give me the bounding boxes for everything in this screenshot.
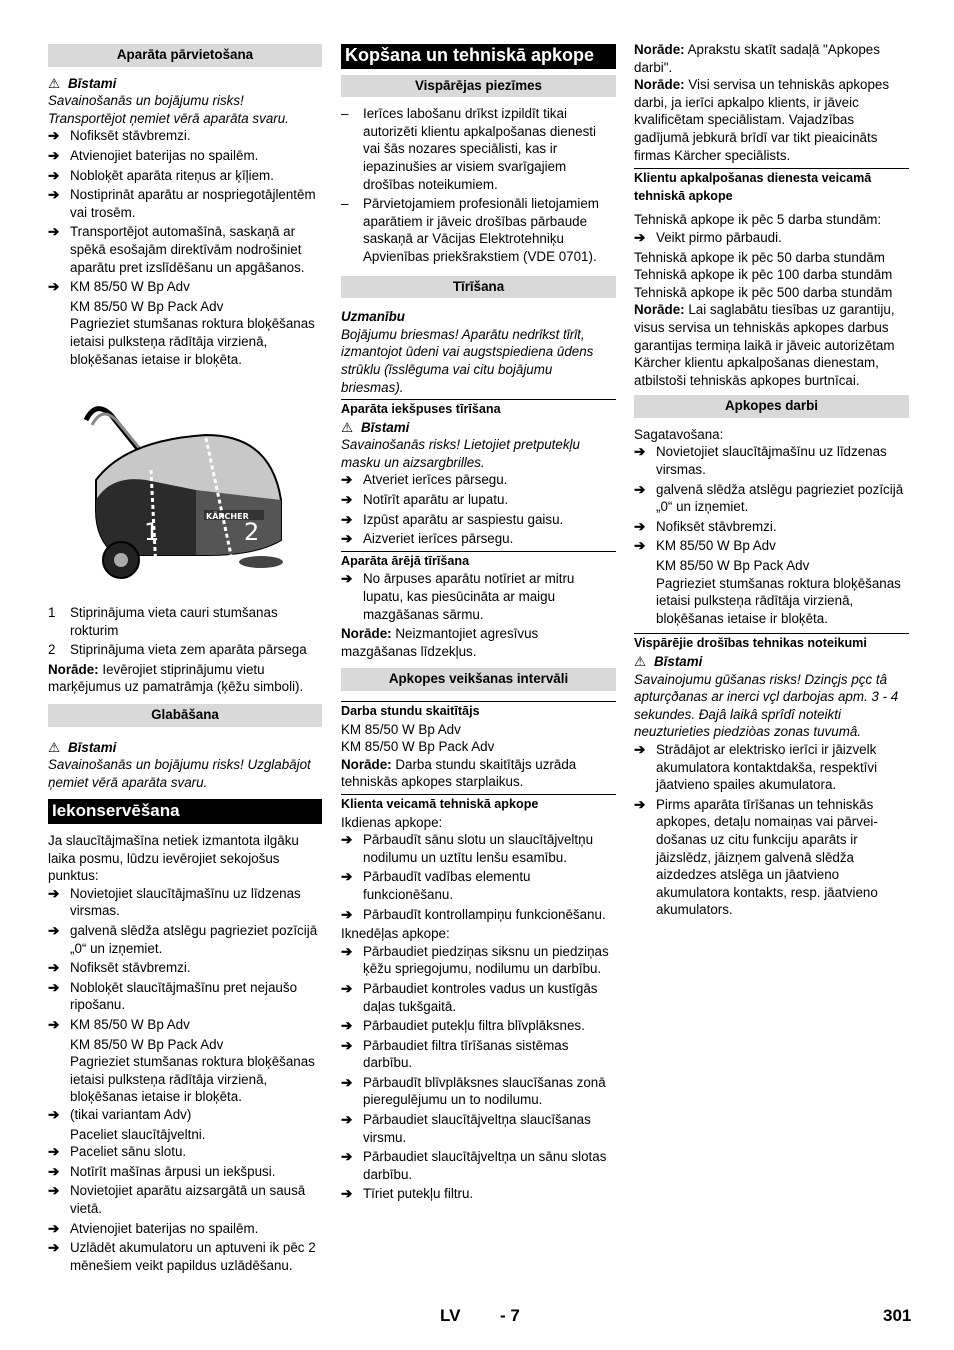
arrow-icon: ➔: [48, 960, 60, 976]
svg-text:KÄRCHER: KÄRCHER: [206, 512, 249, 522]
machine-illustration: [56, 380, 322, 590]
list-item: ➔ Pirms aparāta tīrīšanas un tehniskās apkopes, detaļu nomaiņas vai pārvei-došanas uz citu funkciju aparāts ir jāizslēdz, jāizņem galvenā slēdža aizdedzes atslēga un jāatvieno akumulatora kontakts, resp. jāatvieno akumulators.: [634, 796, 878, 918]
arrow-icon: ➔: [48, 1220, 60, 1236]
prep-label: Sagatavošana:: [634, 426, 724, 442]
service-5h: Tehniskā apkope ik pēc 5 darba stundām:: [634, 212, 882, 228]
list-item: ➔ Tīriet putekļu filtru.: [341, 1186, 474, 1202]
list-item: ➔ Pārbaudiet filtra tīrīšanas sistēmas darbību.: [341, 1037, 569, 1071]
list-item: ➔ Aizveriet ierīces pārsegu.: [341, 531, 514, 547]
arrow-icon: ➔: [48, 224, 60, 240]
list-item: ➔ Notīrīt aparātu ar lupatu.: [341, 492, 509, 508]
note: Norāde: Aprakstu skatīt sadaļā "Apkopes darbi".: [634, 42, 880, 75]
arrow-icon: ➔: [341, 1149, 353, 1165]
model-line: KM 85/50 W Bp Pack Adv: [656, 558, 810, 574]
service-50h: Tehniskā apkope ik pēc 50 darba stundām: [634, 249, 885, 265]
inside-list: [341, 471, 616, 547]
list-item: ➔ Veikt pirmo pārbaudi.: [634, 229, 782, 245]
list-item: ➔ KM 85/50 W Bp Adv: [48, 1016, 190, 1032]
subheading-inside: Aparāta iekšpuses tīrīšana: [341, 399, 616, 419]
arrow-icon: ➔: [341, 1018, 353, 1034]
note: Norāde: Ievērojiet stiprinājumu vietu marķējumus uz pamatrāmja (ķēžu simboli).: [48, 661, 304, 695]
prep-list: [634, 443, 909, 555]
model-line: KM 85/50 W Bp Adv: [341, 721, 461, 737]
arrow-icon: ➔: [634, 796, 646, 812]
list-item: ➔ Izpūst aparātu ar saspiestu gaisu.: [341, 511, 564, 527]
legend-list: [48, 604, 322, 659]
svg-text:1: 1: [144, 518, 160, 547]
warning-icon: ⚠: [48, 75, 61, 91]
arrow-icon: ➔: [48, 1106, 60, 1122]
warning-text: Savainošanās un bojājumu risks! Transportējot ņemiet vērā aparāta svaru.: [48, 93, 289, 126]
arrow-icon: ➔: [48, 1183, 60, 1199]
arrow-icon: ➔: [634, 741, 646, 757]
arrow-icon: ➔: [48, 979, 60, 995]
list-item: ➔ Strādājot ar elektrisko ierīci ir jāizvelk akumulatora kontaktdakša, respektīvi jāatvieno spailes akumulatora.: [634, 741, 878, 793]
list-item: ➔ Pārbaudīt vadības elementu funkcionēšanu.: [341, 869, 531, 902]
list-item: ➔ galvenā slēdža atslēgu pagrieziet pozīcijā „0“ un izņemiet.: [48, 923, 318, 956]
warning-icon: ⚠: [48, 739, 61, 755]
footer-page-local: - 7: [500, 1306, 520, 1325]
note: Norāde: Neizmantojiet agresīvus mazgāšanas līdzekļus.: [341, 626, 539, 659]
list-item: – Pārvietojamiem profesionāli lietojamiem aparātiem ir jāveic drošības pārbaude saskaņā ar Vācijas Elektrotehniķu Apvienības priekšrakstiem (VDE 0701).: [341, 196, 599, 264]
sweeper-drawing: [56, 380, 296, 585]
arrow-icon: ➔: [634, 538, 646, 554]
list-item: ➔ Nobloķēt slaucītājmašīnu pret nejaušo ripošanu.: [48, 979, 298, 1013]
arrow-icon: ➔: [48, 1240, 60, 1256]
legend-number: 1: [48, 605, 56, 621]
arrow-icon: ➔: [341, 1112, 353, 1128]
list-item: ➔ No ārpuses aparātu notīriet ar mitru lupatu, kas piesūcināta ar maigu mazgāšanas sārmu.: [341, 571, 575, 622]
list-item: ➔ Paceliet sānu slotu.: [48, 1144, 187, 1160]
warning-label: ⚠ Bīstami: [48, 739, 117, 755]
arrow-icon: ➔: [341, 1074, 353, 1090]
arrow-icon: ➔: [634, 518, 646, 534]
arrow-icon: ➔: [48, 1163, 60, 1179]
heading-storage: Glabāšana: [48, 704, 322, 727]
list-item: ➔ Atvienojiet baterijas no spailēm.: [48, 1220, 259, 1236]
caution-label: Uzmanību: [341, 309, 405, 325]
model-line: KM 85/50 W Bp Pack Adv: [341, 739, 495, 755]
heading-care: Kopšana un tehniskā apkope: [341, 44, 616, 69]
subheading-hours: Darba stundu skaitītājs: [341, 701, 616, 721]
list-item: ➔ Nofiksēt stāvbremzi.: [48, 128, 191, 144]
heading-preservation: Iekonservēšana: [48, 799, 322, 824]
arrow-icon: ➔: [48, 923, 60, 938]
service-500h: Tehniskā apkope ik pēc 500 darba stundām: [634, 284, 893, 300]
svg-text:2: 2: [244, 518, 260, 547]
list-item: ➔ Transportējot automašīnā, saskaņā ar spēkā esošajām direktīvām nodrošiniet aparātu pret izslīdēšanu un apgāšanos.: [48, 224, 305, 275]
caution-text: Bojājumu briesmas! Aparātu nedrīkst tīrīt, izmantojot ūdeni vai augstspiediena ūdens strūklu (īsslēguma vai citu bojājumu briesmas).: [341, 326, 594, 395]
note: Norāde: Visi servisa un tehniskās apkopes darbi, ja ierīci apkalpo klients, ir jāveic kvalificētam speciālistam. Vajadzības gadījumā jebkurā brīdī var tikt pieaicināts firmas Kärcher speciālists.: [634, 77, 890, 163]
outside-list: [341, 570, 616, 623]
warning-text: Savainošanās risks! Lietojiet pretputekļu masku un aizsargbrilles.: [341, 437, 580, 470]
arrow-icon: ➔: [341, 906, 353, 922]
list-item: ➔ Nostiprināt aparātu ar nospriegotājlentēm vai trosēm.: [48, 187, 316, 220]
heading-moving: Aparāta pārvietošana: [48, 44, 322, 67]
instruction-text: Pagrieziet stumšanas roktura bloķēšanas ietaisi pulksteņa rādītāja virzienā, bloķēšanas ietaise ir bloķēta.: [656, 575, 901, 626]
arrow-icon: ➔: [341, 531, 353, 547]
arrow-icon: ➔: [48, 885, 60, 901]
list-item: ➔ Pārbaudīt kontrollampiņu funkcionēšanu.: [341, 906, 606, 922]
heading-general: Vispārējas piezīmes: [341, 75, 616, 98]
note: Norāde: Lai saglabātu tiesības uz garantiju, visus servisa un tehniskās apkopes darbus garantijas termiņa laikā ir jāveic autorizētam Kärcher klientu apkalpošanas dienestam, atbilstoši tehniskās apkopes burtnīcai.: [634, 302, 895, 388]
warning-label: ⚠ Bīstami: [341, 419, 410, 435]
note: Norāde: Darba stundu skaitītājs uzrāda tehniskās apkopes starplaikus.: [341, 756, 577, 790]
legend-item: 1 Stiprinājuma vieta cauri stumšanas rokturim: [48, 605, 278, 638]
model-line: KM 85/50 W Bp Pack Adv: [70, 298, 224, 314]
list-item: ➔ Novietojiet slaucītājmašīnu uz līdzenas virsmas.: [48, 885, 301, 919]
warning-label: ⚠ Bīstami: [634, 654, 703, 669]
arrow-icon: ➔: [48, 147, 60, 163]
daily-list: [341, 831, 616, 923]
general-list: [341, 105, 616, 265]
weekly-list: [341, 943, 616, 1203]
list-item: ➔ Nofiksēt stāvbremzi.: [48, 960, 191, 976]
intro-text: Ja slaucītājmašīna netiek izmantota ilgāku laika posmu, lūdzu ievērojiet sekojošus punktus:: [48, 833, 299, 884]
list-item: ➔ Nofiksēt stāvbremzi.: [634, 518, 777, 534]
arrow-icon: ➔: [634, 229, 646, 245]
warning-text: Savainojumu gūšanas risks! Dzinçjs pçc tâ apturçðanas ar inerci vçl darbojas apm. 3 - 4 sekundes. Ðajâ laikâ sprîdî noteikti neuzturieties piedziòas zonas tuvumâ.: [634, 671, 899, 740]
arrow-icon: ➔: [341, 943, 353, 959]
list-item: ➔ Uzlādēt akumulatoru un aptuveni ik pēc 2 mēnešiem veikt papildus uzlādēšanu.: [48, 1240, 316, 1273]
legend-item: 2 Stiprinājuma vieta zem aparāta pārsega: [48, 642, 307, 658]
preserve-list: [48, 885, 322, 1034]
instruction-text: Pagrieziet stumšanas roktura bloķēšanas ietaisi pulksteņa rādītāja virzienā, bloķēšanas ietaise ir bloķēta.: [70, 1054, 315, 1105]
list-item: ➔ Pārbaudiet kontroles vadus un kustīgās daļas tukšgaitā.: [341, 980, 598, 1014]
instruction-text: Paceliet slaucītājveltni.: [70, 1126, 206, 1142]
list-item: ➔ Atveriet ierīces pārsegu.: [341, 472, 508, 488]
list-item: ➔ Notīrīt mašīnas ārpusi un iekšpusi.: [48, 1163, 276, 1179]
arrow-icon: ➔: [341, 869, 353, 885]
arrow-icon: ➔: [48, 128, 60, 144]
list-item: ➔ Atvienojiet baterijas no spailēm.: [48, 147, 259, 163]
legend-number: 2: [48, 642, 56, 658]
arrow-icon: ➔: [48, 167, 60, 183]
list-item: ➔ (tikai variantam Adv): [48, 1106, 192, 1122]
warning-icon: ⚠: [341, 419, 354, 435]
arrow-icon: ➔: [341, 832, 353, 848]
arrow-icon: ➔: [341, 571, 353, 587]
column-1: [48, 44, 322, 1276]
preserve-list-2: [48, 1106, 322, 1124]
list-item: ➔ Pārbaudīt blīvplāksnes slaucīšanas zonā pieregulējumu un to nodilumu.: [341, 1074, 606, 1108]
arrow-icon: ➔: [341, 1037, 353, 1053]
list-item: ➔ galvenā slēdža atslēgu pagrieziet pozīcijā „0“ un izņemiet.: [634, 481, 904, 515]
column-2: [341, 44, 616, 1205]
column-3: [634, 41, 909, 921]
preserve-list-3: [48, 1143, 322, 1274]
arrow-icon: ➔: [634, 444, 646, 460]
list-item: ➔ Novietojiet slaucītājmašīnu uz līdzenas virsmas.: [634, 444, 887, 478]
warning-text: Savainošanās un bojājumu risks! Uzglabājot ņemiet vērā aparāta svaru.: [48, 757, 311, 790]
footer-page-number: 301: [883, 1306, 912, 1325]
daily-label: Ikdienas apkope:: [341, 814, 443, 830]
arrow-icon: ➔: [48, 1144, 60, 1160]
heading-intervals: Apkopes veikšanas intervāli: [341, 668, 616, 691]
list-item: ➔ KM 85/50 W Bp Adv: [634, 538, 776, 554]
subheading-service: Klientu apkalpošanas dienesta veicamā tehniskā apkope: [634, 168, 909, 205]
list-item: ➔ Pārbaudīt sānu slotu un slaucītājveltņu nodilumu un uztītu lenšu esamību.: [341, 832, 594, 865]
service-5h-list: [634, 229, 909, 247]
move-list: [48, 127, 322, 295]
list-item: ➔ Pārbaudiet slaucītājveltņa slaucīšanas virsmu.: [341, 1112, 591, 1145]
heading-cleaning: Tīrīšana: [341, 276, 616, 299]
arrow-icon: ➔: [341, 1186, 353, 1202]
arrow-icon: ➔: [48, 1016, 60, 1032]
subheading-outside: Aparāta ārējā tīrīšana: [341, 551, 616, 571]
arrow-icon: ➔: [48, 187, 60, 203]
arrow-icon: ➔: [341, 980, 353, 996]
subheading-client: Klienta veicamā tehniskā apkope: [341, 794, 616, 814]
service-100h: Tehniskā apkope ik pēc 100 darba stundām: [634, 267, 893, 283]
dash-marker: –: [341, 196, 349, 212]
list-item: ➔ Pārbaudiet slaucītājveltņa un sānu slotas darbību.: [341, 1149, 607, 1182]
arrow-icon: ➔: [341, 511, 353, 527]
weekly-label: Iknedēļas apkope:: [341, 926, 450, 942]
list-item: ➔ Novietojiet aparātu aizsargātā un sausā vietā.: [48, 1183, 306, 1216]
list-item: ➔ Pārbaudiet piedziņas siksnu un piedziņas ķēžu spriegojumu, nodilumu un darbību.: [341, 943, 609, 977]
subheading-safety: Vispārējie drošības tehnikas noteikumi: [634, 633, 909, 653]
model-line: KM 85/50 W Bp Pack Adv: [70, 1036, 224, 1052]
arrow-icon: ➔: [48, 279, 60, 295]
arrow-icon: ➔: [341, 492, 353, 508]
arrow-icon: ➔: [634, 481, 646, 497]
warning-icon: ⚠: [634, 654, 647, 669]
arrow-icon: ➔: [341, 472, 353, 488]
safety-list: [634, 741, 909, 919]
list-item: ➔ Pārbaudiet putekļu filtra blīvplāksnes.: [341, 1018, 585, 1034]
footer-language: LV: [440, 1306, 461, 1325]
list-item: – Ierīces labošanu drīkst izpildīt tikai autorizēti klientu apkalpošanas dienesti vai šās nozares speciālisti, kas ir iepazinušies ar visiem svarīgajiem drošības noteikumiem.: [341, 106, 596, 192]
heading-maintenance-work: Apkopes darbi: [634, 395, 909, 418]
list-item: ➔ Nobloķēt aparāta riteņus ar ķīļiem.: [48, 167, 274, 183]
instruction-text: Pagrieziet stumšanas roktura bloķēšanas ietaisi pulksteņa rādītāja virzienā, bloķēšanas ietaise ir bloķēta.: [70, 316, 315, 367]
list-item: ➔ KM 85/50 W Bp Adv: [48, 279, 190, 295]
warning-label: ⚠ Bīstami: [48, 75, 117, 91]
dash-marker: –: [341, 106, 349, 122]
